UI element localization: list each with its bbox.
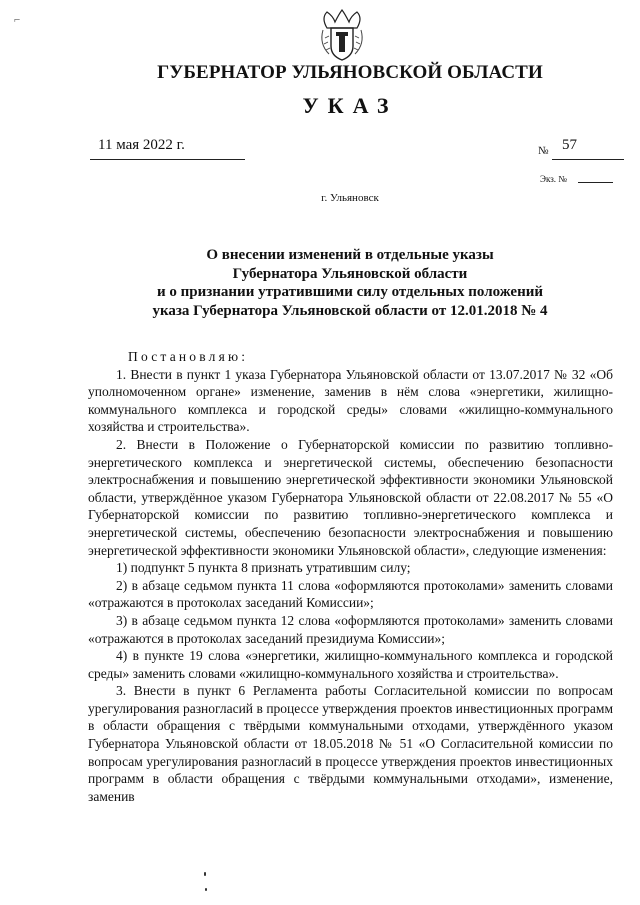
corner-mark: ⌐: [14, 14, 21, 26]
date-field: [90, 137, 245, 160]
paragraph: 4) в пункте 19 слова «энергетики, жилищно-коммунального комплекса и городской среды» заменить словами «жилищно-коммунального хозяйства и строительства».: [88, 648, 613, 681]
paragraph: 1) подпункт 5 пункта 8 признать утратившим силу;: [116, 560, 411, 576]
paragraph: 3. Внести в пункт 6 Регламента работы Согласительной комиссии по вопросам урегулирования разногласий в процессе утверждения проектов инвестиционных программ в области обращения с твёрдыми коммунальными отходами, утверждённого указом Губернатора Ульяновской области от 18.05.2018 № 51 «О Согласительной комиссии по вопросам урегулирования разногласий в процессе утверждения проектов инвестиционных программ в области обращения с твёрдыми коммунальными отходами», изменение, заменив: [88, 683, 613, 804]
copy-number-field: [578, 182, 613, 183]
number-label: №: [538, 145, 549, 157]
paragraph: 3) в абзаце седьмом пункта 12 слова «оформляются протоколами» заменить словами «отражаются в протоколах заседаний президиума Комиссии»;: [88, 612, 613, 646]
issuer-title: ГУБЕРНАТОР УЛЬЯНОВСКОЙ ОБЛАСТИ: [157, 62, 543, 83]
coat-of-arms-emblem: [317, 8, 367, 62]
title-line: О внесении изменений в отдельные указы: [206, 247, 494, 263]
resolve-word: Постановляю:: [128, 349, 249, 364]
scan-artifact: [204, 872, 206, 876]
paragraph: 2. Внести в Положение о Губернаторской комиссии по развитию топливно-энергетического комплекса и энергетической системы, обеспечению безопасности электроснабжения и повышению энергетической эффективности экономики Ульяновской области, утверждённое указом Губернатора Ульяновской области от 22.08.2017 № 55 «О Губернаторской комиссии по развитию топливно-энергетического комплекса и энергетической системы, обеспечению безопасности электроснабжения и повышению энергетической эффективности экономики Ульяновской области», следующие изменения:: [88, 436, 613, 558]
title-line: указа Губернатора Ульяновской области от 12.01.2018 № 4: [152, 302, 548, 319]
copy-number-label: Экз. №: [540, 174, 567, 184]
number-field: [552, 137, 624, 160]
scan-artifact: [205, 888, 207, 891]
decree-date: 11 мая 2022 г.: [98, 137, 185, 153]
document-title: [0, 246, 640, 320]
title-line: и о признании утратившими силу отдельных положений: [156, 284, 544, 300]
document-type: УКАЗ: [302, 93, 398, 118]
decree-number: 57: [562, 137, 577, 153]
document-body: [88, 348, 613, 805]
paragraph: 1. Внести в пункт 1 указа Губернатора Ульяновской области от 13.07.2017 № 32 «Об уполномоченном органе» изменение, заменив в нём слова «энергетики, жилищно-коммунального комплекса и городской среды» словами «жилищно-коммунального хозяйства и строительства».: [88, 366, 613, 435]
title-line: Губернатора Ульяновской области: [232, 265, 468, 282]
paragraph: 2) в абзаце седьмом пункта 11 слова «оформляются протоколами» заменить словами «отражаются в протоколах заседаний Комиссии»;: [88, 577, 613, 611]
city: г. Ульяновск: [321, 192, 379, 204]
